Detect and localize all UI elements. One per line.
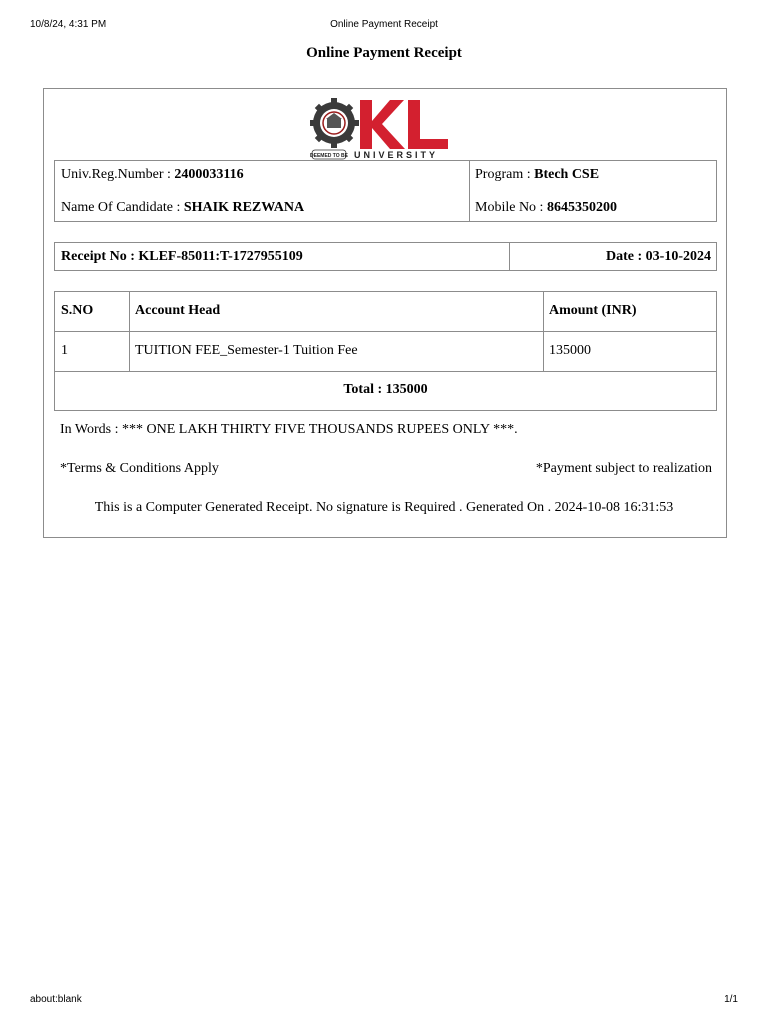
document-title: Online Payment Receipt — [306, 45, 462, 61]
print-page-title: Online Payment Receipt — [330, 19, 438, 30]
gear-emblem-icon — [310, 98, 359, 148]
candidate-name — [61, 200, 304, 216]
fee-table — [54, 291, 717, 411]
print-datetime: 10/8/24, 4:31 PM — [30, 19, 107, 30]
receipt-date: Date : 03-10-2024 — [606, 249, 711, 264]
program — [475, 167, 599, 183]
candidate-name-label: Name Of Candidate : — [61, 200, 184, 215]
mobile-label: Mobile No : — [475, 200, 547, 215]
receipt-number: Receipt No : KLEF-85011:T-1727955109 — [61, 249, 303, 264]
header-amount: Amount (INR) — [549, 303, 637, 318]
print-page-number: 1/1 — [724, 994, 738, 1005]
terms-conditions: *Terms & Conditions Apply — [60, 461, 219, 476]
print-url: about:blank — [30, 994, 82, 1005]
payment-realization-note: *Payment subject to realization — [535, 461, 712, 476]
logo-university-text: UNIVERSITY — [353, 150, 439, 160]
receipt-info-box — [54, 242, 717, 271]
row-account-head: TUITION FEE_Semester-1 Tuition Fee — [135, 343, 358, 358]
total-amount: Total : 135000 — [343, 382, 428, 397]
header-sno: S.NO — [61, 303, 94, 318]
mobile-value: 8645350200 — [546, 200, 617, 215]
kl-university-logo — [310, 97, 450, 161]
logo-badge-text: DEEMED TO BE — [310, 153, 348, 159]
mobile — [475, 200, 617, 216]
reg-number-label: Univ.Reg.Number : — [61, 167, 175, 182]
amount-in-words: In Words : *** ONE LAKH THIRTY FIVE THOUSANDS RUPEES ONLY ***. — [60, 422, 518, 437]
row-amount: 135000 — [549, 343, 591, 358]
reg-number-value: 2400033116 — [174, 167, 244, 182]
reg-number — [61, 167, 244, 183]
row-sno: 1 — [61, 343, 68, 358]
computer-generated-note: This is a Computer Generated Receipt. No signature is Required . Generated On . 2024-10-08 16:31:53 — [94, 500, 674, 515]
header-account-head: Account Head — [135, 303, 221, 318]
program-label: Program : — [475, 167, 535, 182]
candidate-info-box — [54, 160, 717, 222]
program-value: Btech CSE — [534, 167, 600, 182]
kl-letters — [360, 100, 448, 149]
candidate-name-value: SHAIK REZWANA — [183, 200, 305, 215]
